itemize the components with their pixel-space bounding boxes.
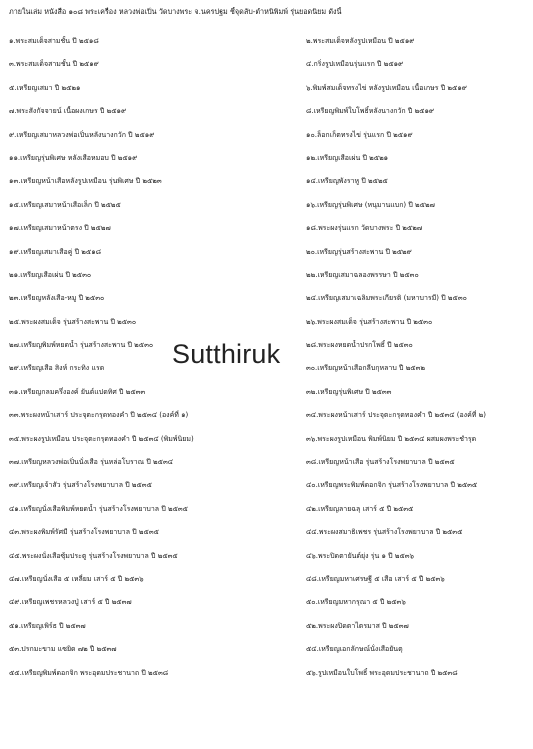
- list-item: ๑๑.เหรียญรุ่นพิเศษ หลังเสือหมอบ ปี ๒๕๑๙: [9, 153, 138, 162]
- list-item: ๑๔.เหรียญพังราหู ปี ๒๕๒๕: [306, 177, 388, 186]
- list-item: ๕๓.ปรกมะขาม แซยิด ๗๒ ปี ๒๕๓๗: [9, 645, 117, 654]
- list-item: ๓๑.เหรียญกลมครึ่งองค์ ยันต์แปดทิศ ปี ๒๕๓๓: [9, 387, 146, 396]
- document-header: ภายในเล่ม หนังสือ ๑๐๘ พระเครื่อง หลวงพ่อเปิ่น วัดบางพระ จ.นครปฐม ชี้จุดลับ-ตำหนิพิมพ์ รุ่นยอดนิยม ดังนี้: [9, 7, 342, 16]
- list-item: ๒๐.เหรียญรุ่นสร้างสะพาน ปี ๒๕๒๙: [306, 247, 412, 256]
- list-item: ๑๒.เหรียญเสือเผ่น ปี ๒๕๒๑: [306, 153, 389, 162]
- list-item: ๔๐.เหรียญพระพิมพ์ดอกจิก รุ่นสร้างโรงพยาบาล ปี ๒๕๓๕: [306, 481, 478, 490]
- list-item: ๓๐.เหรียญหน้าเสือกลีบกุหลาบ ปี ๒๕๓๒: [306, 364, 426, 373]
- list-item: ๔๓.พระผงพิมพ์รัศมี รุ่นสร้างโรงพยาบาล ปี ๒๕๓๕: [9, 528, 159, 537]
- list-item: ๓๒.เหรียญรุ่นพิเศษ ปี ๒๕๓๓: [306, 387, 392, 396]
- list-item: ๓.พระสมเด็จสามชั้น ปี ๒๕๑๙: [9, 60, 99, 69]
- list-item: ๕๐.เหรียญมหากรุณา ๕ ปี ๒๕๓๖: [306, 598, 406, 607]
- list-item: ๕๒.พระผงปิดตาไตรมาส ปี ๒๕๓๗: [306, 621, 409, 630]
- list-item: ๑.พระสมเด็จสามชั้น ปี ๒๕๑๘: [9, 37, 99, 45]
- list-item: ๑๕.เหรียญเสมาหน้าเสือเล็ก ปี ๒๕๒๕: [9, 200, 121, 209]
- list-item: ๔๕.พระผงนั่งเสือซุ้มประตู รุ่นสร้างโรงพยาบาล ปี ๒๕๓๕: [9, 551, 178, 560]
- list-item: ๒๔.เหรียญเสมาเฉลิมพระเกียรติ (มหาบารมี) ปี ๒๕๓๐: [306, 294, 467, 303]
- list-item: ๒.พระสมเด็จหลังรูปเหมือน ปี ๒๕๑๙: [306, 37, 415, 45]
- list-item: ๓๕.พระผงรูปเหมือน ประจุตะกรุดทองคำ ปี ๒๕๓๔ (พิมพ์นิยม): [9, 434, 194, 443]
- watermark-text: Sutthiruk: [172, 339, 281, 369]
- list-item: ๕๖.รูปเหมือนใบโพธิ์ พระอุดมประชานาถ ปี ๒๕๓๘: [306, 668, 458, 677]
- list-item: ๔๖.พระปิดตายันต์ยุ่ง รุ่น ๑ ปี ๒๕๓๖: [306, 551, 414, 560]
- list-item: ๒๙.เหรียญเสือ สิงห์ กระทิง แรด: [9, 364, 105, 373]
- list-item: ๓๘.เหรียญหน้าเสือ รุ่นสร้างโรงพยาบาล ปี ๒๕๓๕: [306, 458, 455, 467]
- list-item: ๓๗.เหรียญหลวงพ่อเปิ่นนั่งเสือ รุ่นหล่อโบราณ ปี ๒๕๓๔: [9, 458, 174, 467]
- list-item: ๔๙.เหรียญเพชรหลวงปู่ เสาร์ ๕ ปี ๒๕๓๗: [9, 598, 132, 607]
- list-item: ๗.พระสังกัจจายน์ เนื้อผงเกษร ปี ๒๕๑๙: [9, 107, 127, 116]
- list-item: ๒๗.เหรียญพิมพ์หยดน้ำ รุ่นสร้างสะพาน ปี ๒๕๓๐: [9, 341, 154, 350]
- list-item: ๑๗.เหรียญเสมาหน้าตรง ปี ๒๕๒๗: [9, 224, 111, 233]
- list-item: ๒๑.เหรียญเสือเผ่น ปี ๒๕๓๐: [9, 270, 92, 279]
- list-item: ๒๖.พระผงสมเด็จ รุ่นสร้างสะพาน ปี ๒๕๓๐: [306, 317, 433, 326]
- list-item: ๘.เหรียญพิมพ์ใบโพธิ์หลังนางกวัก ปี ๒๕๑๙: [306, 107, 435, 116]
- list-item: ๔๑.เหรียญนั่งเสือพิมพ์หยดน้ำ รุ่นสร้างโรงพยาบาล ปี ๒๕๓๕: [9, 504, 188, 513]
- list-item: ๒๒.เหรียญเสมาฉลองพรรษา ปี ๒๕๓๐: [306, 270, 419, 279]
- list-item: ๔๒.เหรียญลายฉลุ เสาร์ ๕ ปี ๒๕๓๕: [306, 504, 414, 513]
- list-item: ๔๔.พระผงสมาธิเพชร รุ่นสร้างโรงพยาบาล ปี ๒๕๓๕: [306, 528, 463, 537]
- list-item: ๔๘.เหรียญมหาเศรษฐี ๕ เสือ เสาร์ ๕ ปี ๒๕๓๖: [306, 574, 445, 583]
- list-item: ๓๔.พระผงหน้าเสาร์ ประจุตะกรุดทองคำ ปี ๒๕๓๔ (องค์ที่ ๒): [306, 411, 486, 420]
- list-item: ๕.เหรียญเสมา ปี ๒๕๒๑: [9, 83, 81, 92]
- list-item: ๑๐.ล็อกเก็ตทรงไข่ รุ่นแรก ปี ๒๕๑๙: [306, 130, 413, 139]
- list-item: ๙.เหรียญเสมาหลวงพ่อเปิ่นหลังนางกวัก ปี ๒๕๑๙: [9, 130, 155, 139]
- list-item: ๑๘.พระผงรุ่นแรก วัดบางพระ ปี ๒๕๒๗: [306, 224, 423, 233]
- list-item: ๓๙.เหรียญเจ้าสัว รุ่นสร้างโรงพยาบาล ปี ๒๕๓๕: [9, 481, 152, 490]
- list-item: ๔๗.เหรียญนั่งเสือ ๕ เหลี่ยม เสาร์ ๕ ปี ๒๕๓๖: [9, 574, 144, 583]
- list-item: ๒๘.พระผงหยดน้ำปรกโพธิ์ ปี ๒๕๓๐: [306, 341, 413, 350]
- list-item: ๒๓.เหรียญหลังเสือ-หมู ปี ๒๕๓๐: [9, 294, 105, 303]
- list-item: ๖.พิมพ์สมเด็จทรงไข่ หลังรูปเหมือน เนื้อเกษร ปี ๒๕๑๙: [306, 83, 467, 92]
- list-item: ๑๓.เหรียญหน้าเสือหลังรูปเหมือน รุ่นพิเศษ ปี ๒๕๒๓: [9, 177, 162, 186]
- list-item: ๑๖.เหรียญรุ่นพิเศษ (หนุมานแบก) ปี ๒๕๒๗: [306, 200, 435, 209]
- list-item: ๓๓.พระผงหน้าเสาร์ ประจุตะกรุดทองคำ ปี ๒๕๓๔ (องค์ที่ ๑): [9, 411, 189, 420]
- list-item: ๕๑.เหรียญเพิร์ธ ปี ๒๕๓๗: [9, 621, 86, 630]
- list-item: ๑๙.เหรียญเสมาเสือคู่ ปี ๒๕๑๘: [9, 247, 102, 256]
- list-item: ๕๔.เหรียญเอกลักษณ์นั่งเสือยันตุ: [306, 645, 403, 654]
- list-item: ๕๕.เหรียญพิมพ์ดอกจิก พระอุดมประชานาถ ปี ๒๕๓๘: [9, 668, 169, 677]
- list-item: ๔.กริ่งรูปเหมือนรุ่นแรก ปี ๒๕๑๙: [306, 60, 404, 69]
- list-item: ๓๖.พระผงรูปเหมือน พิมพ์นิยม ปี ๒๕๓๔ ผสมผงพระชำรุด: [306, 434, 477, 443]
- list-item: ๒๕.พระผงสมเด็จ รุ่นสร้างสะพาน ปี ๒๕๓๐: [9, 317, 137, 326]
